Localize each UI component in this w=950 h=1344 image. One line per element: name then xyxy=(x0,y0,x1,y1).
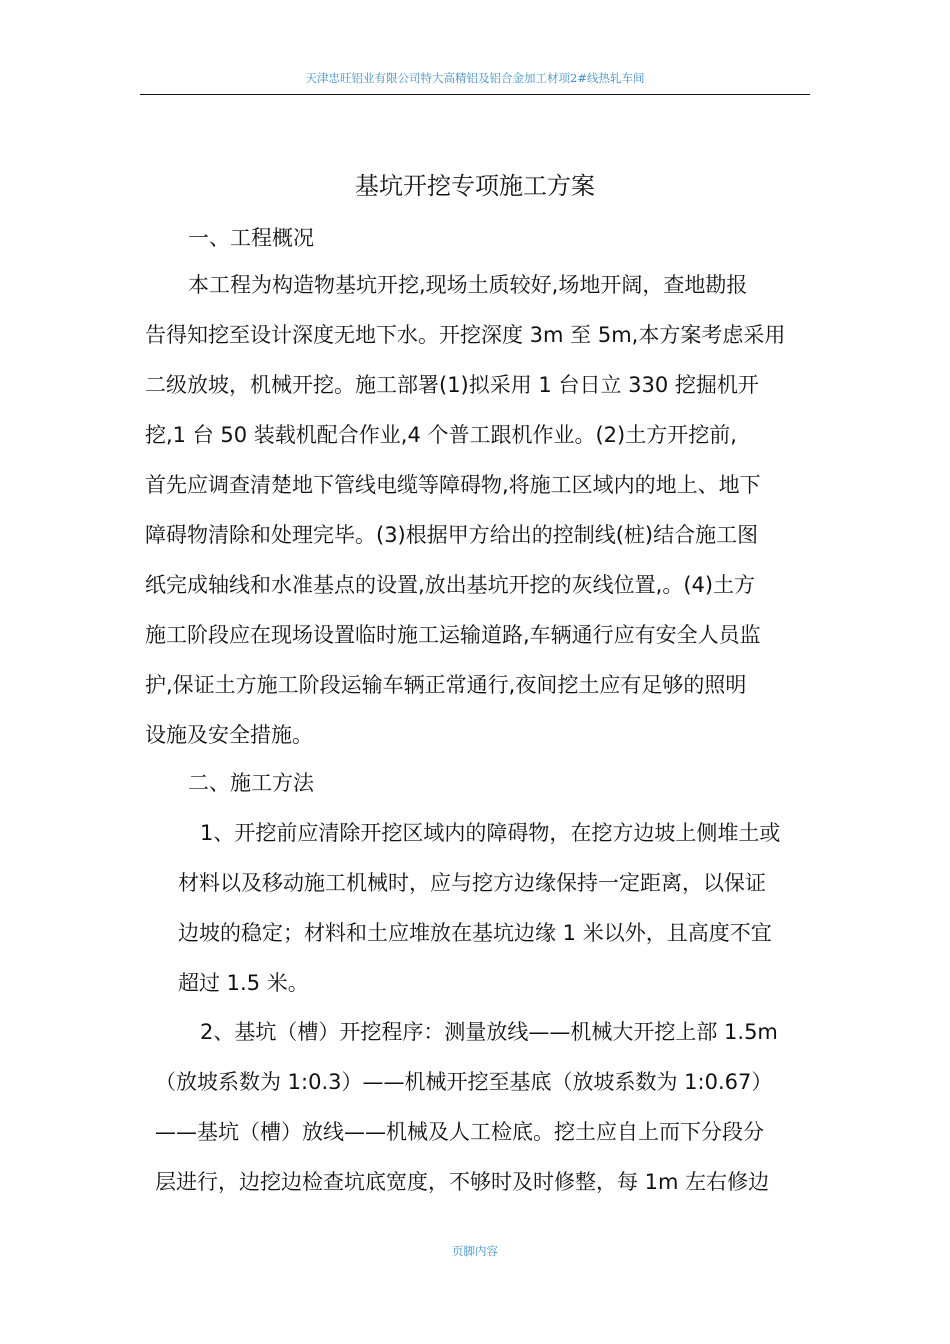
overview-line: 告得知挖至设计深度无地下水。开挖深度 3m 至 5m,本方案考虑采用 xyxy=(145,323,786,347)
section-heading-method: 二、施工方法 xyxy=(188,771,314,795)
overview-line: 施工阶段应在现场设置临时施工运输道路,车辆通行应有安全人员监 xyxy=(145,623,761,647)
overview-line: 本工程为构造物基坑开挖,现场土质较好,场地开阔，查地勘报 xyxy=(188,273,748,297)
overview-line: 设施及安全措施。 xyxy=(145,723,313,747)
overview-line: 障碍物清除和处理完毕。(3)根据甲方给出的控制线(桩)结合施工图 xyxy=(145,523,759,547)
overview-line: 首先应调查清楚地下管线电缆等障碍物,将施工区域内的地上、地下 xyxy=(145,473,761,497)
overview-line: 挖,1 台 50 装载机配合作业,4 个普工跟机作业。(2)土方开挖前, xyxy=(145,423,737,447)
method-item1-line: 超过 1.5 米。 xyxy=(178,971,309,995)
overview-line: 二级放坡，机械开挖。施工部署(1)拟采用 1 台日立 330 挖掘机开 xyxy=(145,373,759,397)
overview-line: 护,保证土方施工阶段运输车辆正常通行,夜间挖土应有足够的照明 xyxy=(145,673,747,697)
method-item2-line: 层进行，边挖边检查坑底宽度，不够时及时修整，每 1m 左右修边 xyxy=(155,1170,770,1194)
page-footer xyxy=(0,1243,950,1259)
footer-text: 页脚内容 xyxy=(452,1244,498,1258)
section-heading-overview: 一、工程概况 xyxy=(188,226,314,250)
method-item2-line: （放坡系数为 1:0.3）——机械开挖至基底（放坡系数为 1:0.67） xyxy=(155,1070,773,1094)
method-item2-line: 2、基坑（槽）开挖程序：测量放线——机械大开挖上部 1.5m xyxy=(200,1020,778,1044)
header-text: 天津忠旺铝业有限公司特大高精铝及铝合金加工材项2#线热轧车间 xyxy=(305,71,645,85)
method-item1-line: 边坡的稳定；材料和土应堆放在基坑边缘 1 米以外，且高度不宜 xyxy=(178,921,772,945)
method-item2-line: ——基坑（槽）放线——机械及人工检底。挖土应自上而下分段分 xyxy=(155,1120,764,1144)
page-header xyxy=(140,70,810,95)
overview-line: 纸完成轴线和水准基点的设置,放出基坑开挖的灰线位置,。(4)土方 xyxy=(145,573,756,597)
method-item1-line: 材料以及移动施工机械时，应与挖方边缘保持一定距离，以保证 xyxy=(178,871,766,895)
method-item1-line: 1、开挖前应清除开挖区域内的障碍物，在挖方边坡上侧堆土或 xyxy=(200,821,781,845)
document-title: 基坑开挖专项施工方案 xyxy=(355,172,595,200)
